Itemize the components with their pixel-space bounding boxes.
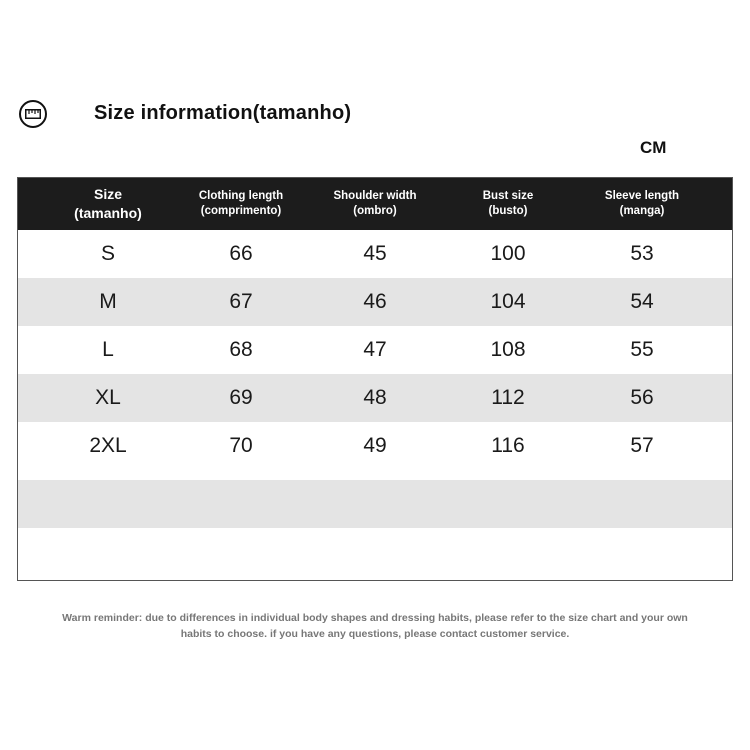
ruler-icon xyxy=(19,100,47,128)
cell-shoulder-width: 48 xyxy=(363,386,387,409)
cell-sleeve-length xyxy=(582,528,702,576)
cell-bust-size xyxy=(448,480,568,528)
header-bust-size-line1: Bust size xyxy=(482,190,534,203)
cell-sleeve-length xyxy=(582,480,702,528)
header-clothing-length-line2: (comprimento) xyxy=(200,205,282,217)
table-row-empty xyxy=(18,528,732,580)
header-shoulder-width-line2: (ombro) xyxy=(353,205,397,217)
cell-clothing-length: 69 xyxy=(229,386,253,409)
header-sleeve-length-line2: (manga) xyxy=(619,205,665,217)
header-bust-size-line2: (busto) xyxy=(488,205,528,217)
header-sleeve-length xyxy=(582,178,702,230)
cell-clothing-length xyxy=(181,528,301,576)
header-clothing-length xyxy=(181,178,301,230)
cell-sleeve-length: 55 xyxy=(630,338,654,361)
table-row xyxy=(18,326,732,374)
table-row-empty xyxy=(18,480,732,528)
cell-shoulder-width xyxy=(315,480,435,528)
header-size-line2: (tamanho) xyxy=(74,205,142,221)
cell-shoulder-width: 45 xyxy=(363,242,387,265)
cell-sleeve-length: 54 xyxy=(630,290,654,313)
cell-sleeve-length: 53 xyxy=(630,242,654,265)
header-sleeve-length-line1: Sleeve length xyxy=(604,190,680,203)
table-header xyxy=(18,178,732,230)
cell-shoulder-width: 46 xyxy=(363,290,387,313)
cell-size: L xyxy=(102,338,114,361)
page-title: Size information(tamanho) xyxy=(94,102,352,124)
cell-sleeve-length: 57 xyxy=(630,434,654,457)
cell-clothing-length: 66 xyxy=(229,242,253,265)
cell-sleeve-length: 56 xyxy=(630,386,654,409)
cell-size: XL xyxy=(95,386,121,409)
cell-clothing-length xyxy=(181,480,301,528)
cell-bust-size: 116 xyxy=(491,434,525,457)
header-size xyxy=(48,178,168,230)
table-row xyxy=(18,422,732,470)
cell-bust-size xyxy=(448,528,568,576)
header-shoulder-width-line1: Shoulder width xyxy=(333,190,417,203)
table-row xyxy=(18,374,732,422)
cell-bust-size: 100 xyxy=(490,242,526,265)
header-bust-size xyxy=(448,178,568,230)
cell-size: M xyxy=(99,290,117,313)
cell-clothing-length: 68 xyxy=(229,338,253,361)
cell-clothing-length: 67 xyxy=(229,290,253,313)
header-clothing-length-line1: Clothing length xyxy=(198,190,284,203)
cell-shoulder-width xyxy=(315,528,435,576)
reminder-line-2: habits to choose. if you have any questions, please contact customer service. xyxy=(180,627,570,640)
table-row xyxy=(18,278,732,326)
cell-clothing-length: 70 xyxy=(229,434,253,457)
reminder-line-1: Warm reminder: due to differences in individual body shapes and dressing habits, please refer to the size chart and your own xyxy=(62,612,688,624)
cell-size xyxy=(48,528,168,576)
table-row xyxy=(18,230,732,278)
cell-size: 2XL xyxy=(89,434,127,457)
warm-reminder xyxy=(22,611,728,643)
cell-size xyxy=(48,480,168,528)
header-shoulder-width xyxy=(315,178,435,230)
cell-shoulder-width: 49 xyxy=(363,434,387,457)
cell-bust-size: 112 xyxy=(491,386,525,409)
cell-size: S xyxy=(100,242,115,265)
cell-shoulder-width: 47 xyxy=(363,338,387,361)
cell-bust-size: 104 xyxy=(490,290,526,313)
cell-bust-size: 108 xyxy=(490,338,526,361)
unit-label: CM xyxy=(640,138,667,157)
size-table xyxy=(17,177,733,581)
header-size-line1: Size xyxy=(93,186,122,203)
